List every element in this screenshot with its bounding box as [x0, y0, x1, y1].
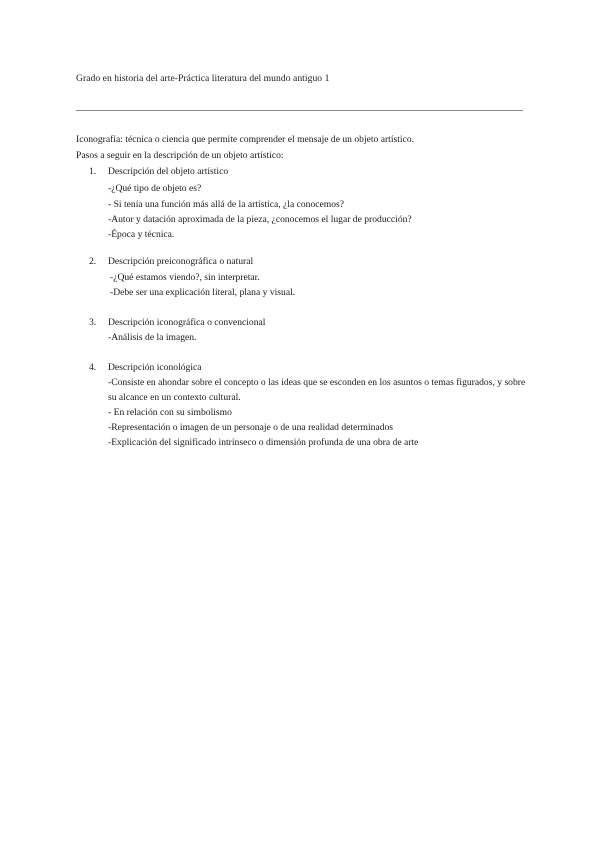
step-1-item: -Autor y datación aproximada de la pieza, ¿conocemos el lugar de producción?: [108, 214, 412, 225]
step-2-number: 2.: [89, 256, 97, 267]
step-2-item: -¿Qué estamos viendo?, sin interpretar.: [110, 272, 260, 283]
step-1-item: -Época y técnica.: [108, 229, 175, 240]
step-4-item: -Representación o imagen de un personaje o de una realidad determinados: [108, 422, 394, 433]
step-1-item: - Si tenía una función más allá de la artística, ¿la conocemos?: [108, 199, 345, 210]
document-header-title: Grado en historia del arte-Práctica literatura del mundo antiguo 1: [76, 73, 330, 84]
step-4-item: - En relación con su simbolismo: [108, 407, 232, 418]
step-4-title: Descripción iconológica: [108, 362, 202, 373]
step-4-item: -Explicación del significado intrínseco o dimensión profunda de una obra de arte: [108, 437, 419, 448]
step-1-title: Descripción del objeto artístico: [108, 166, 229, 177]
header-divider: [76, 110, 523, 111]
step-3-number: 3.: [89, 317, 97, 328]
steps-intro: Pasos a seguir en la descripción de un objeto artístico:: [76, 150, 284, 161]
step-4-item: -Consiste en ahondar sobre el concepto o las ideas que se esconden en los asuntos o temas figurados, y sobre: [108, 377, 526, 388]
step-4-item-continuation: su alcance en un contexto cultural.: [108, 392, 241, 403]
iconography-definition: Iconografía: técnica o ciencia que permite comprender el mensaje de un objeto artístico.: [76, 134, 415, 145]
step-4-number: 4.: [89, 362, 97, 373]
step-1-number: 1.: [89, 166, 97, 177]
step-3-item: -Análisis de la imagen.: [108, 332, 197, 343]
step-2-title: Descripción preiconográfica o natural: [108, 256, 254, 267]
step-3-title: Descripción iconográfica o convencional: [108, 317, 266, 328]
step-1-item: -¿Qué tipo de objeto es?: [108, 183, 202, 194]
step-2-item: -Debe ser una explicación literal, plana y visual.: [110, 287, 296, 298]
